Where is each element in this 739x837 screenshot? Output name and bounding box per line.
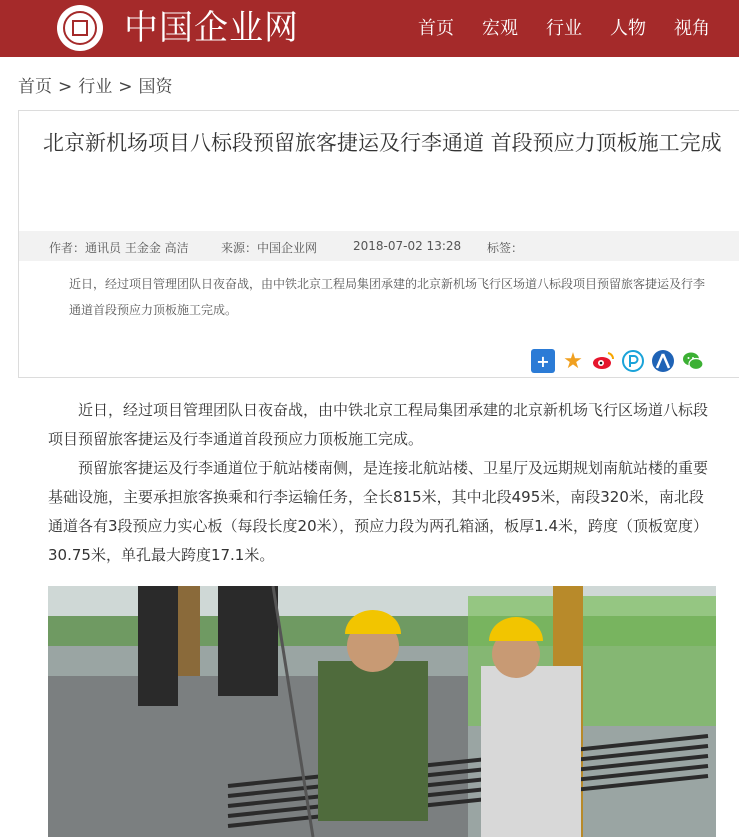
article-author: 作者：通讯员 王金金 高洁 xyxy=(49,241,189,255)
nav-industry[interactable]: 行业 xyxy=(546,18,582,39)
article-photo xyxy=(48,586,716,837)
article-summary: 近日，经过项目管理团队日夜奋战，由中铁北京工程局集团承建的北京新机场飞行区场道八标段项目预留旅客捷运及行李通道首段预应力顶板施工完成。 xyxy=(69,277,706,317)
article-body xyxy=(48,396,718,570)
share-bar xyxy=(531,349,711,373)
article-header xyxy=(18,110,739,378)
article-paragraph: 近日，经过项目管理团队日夜奋战，由中铁北京工程局集团承建的北京新机场飞行区场道八标段项目预留旅客捷运及行李通道首段预应力顶板施工完成。 xyxy=(48,401,709,448)
nav-people[interactable]: 人物 xyxy=(610,18,646,39)
article-title: 北京新机场项目八标段预留旅客捷运及行李通道 首段预应力顶板施工完成 xyxy=(43,131,722,155)
breadcrumb-state-assets[interactable]: 国资 xyxy=(138,77,173,97)
site-name[interactable]: 中国企业网 xyxy=(124,8,299,48)
site-logo-icon[interactable] xyxy=(57,5,103,51)
main-nav xyxy=(404,0,724,57)
article-tags-label: 标签： xyxy=(487,241,524,255)
nav-macro[interactable]: 宏观 xyxy=(482,18,518,39)
site-header xyxy=(0,0,739,57)
breadcrumb-separator: > xyxy=(58,77,73,97)
nav-perspective[interactable]: 视角 xyxy=(674,18,710,39)
p-icon[interactable] xyxy=(621,349,645,373)
breadcrumb-industry[interactable]: 行业 xyxy=(78,77,113,97)
add-icon[interactable]: + xyxy=(531,349,555,373)
renren-icon[interactable] xyxy=(651,349,675,373)
nav-home[interactable]: 首页 xyxy=(418,18,454,39)
article-meta xyxy=(19,231,739,261)
breadcrumb-separator: > xyxy=(118,77,133,97)
breadcrumb-home[interactable]: 首页 xyxy=(18,77,52,97)
article-paragraph: 预留旅客捷运及行李通道位于航站楼南侧，是连接北航站楼、卫星厅及远期规划南航站楼的重要基础设施，主要承担旅客换乘和行李运输任务，全长815米，其中北段495米，南段320米，南北段通道各有3段预应力实心板（每段长度20米），预应力段为两孔箱涵，板厚1.4米，跨度（顶板宽度）30.75米，单孔最大跨度17.1米。 xyxy=(48,459,709,564)
article-source: 来源：中国企业网 xyxy=(221,241,318,255)
breadcrumb xyxy=(18,72,179,97)
wechat-icon[interactable] xyxy=(681,349,705,373)
weibo-icon[interactable] xyxy=(591,349,615,373)
article-date: 2018-07-02 13:28 xyxy=(353,239,462,253)
star-icon[interactable]: ★ xyxy=(563,348,583,374)
